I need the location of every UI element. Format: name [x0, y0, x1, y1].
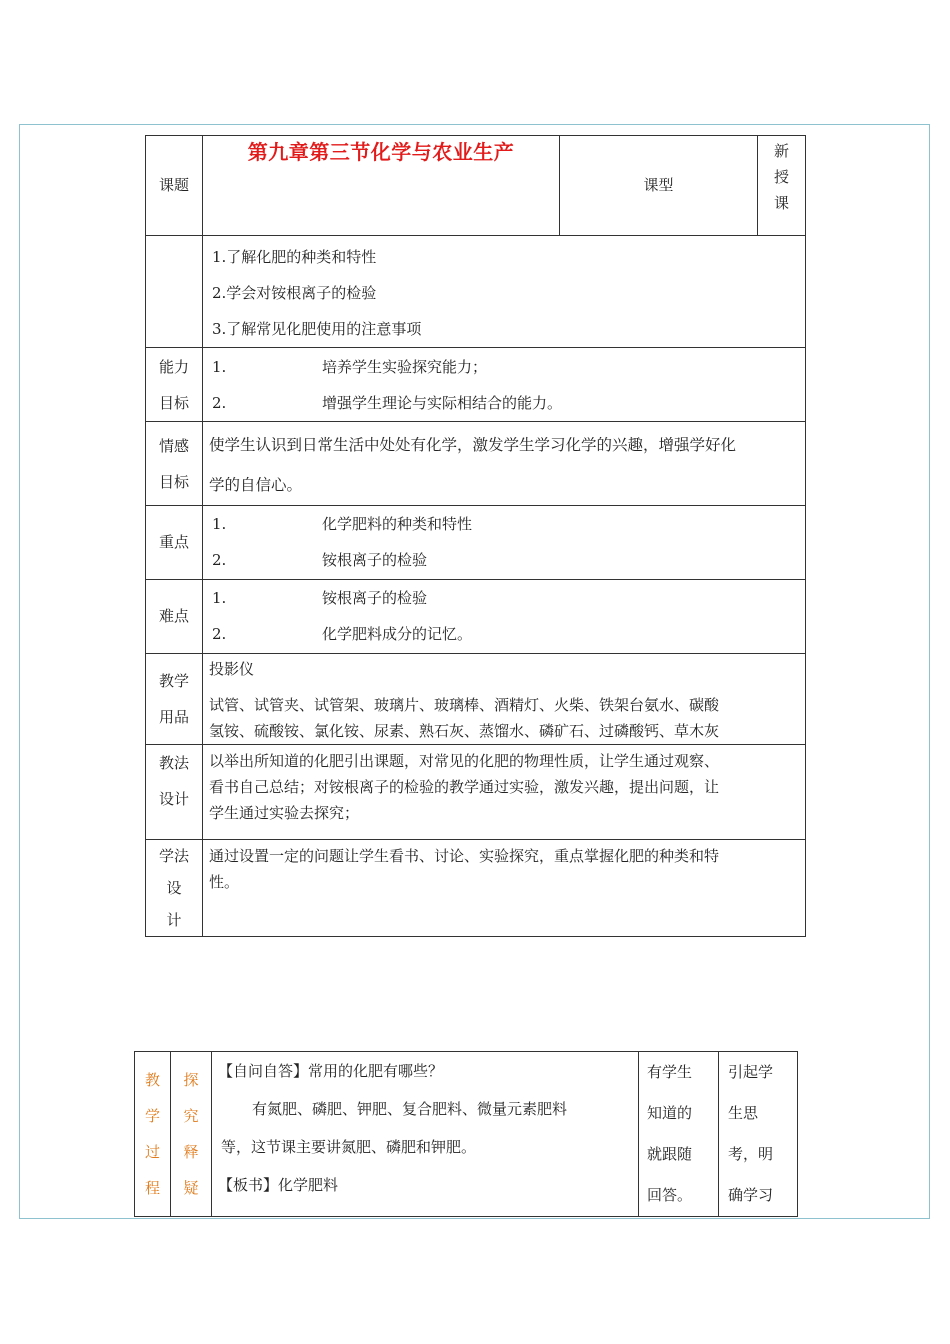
- difficulty-num: 2.: [212, 625, 227, 643]
- process-line: 【自问自答】常用的化肥有哪些？: [218, 1062, 444, 1080]
- type-char-2: 授: [773, 168, 789, 186]
- title-cell: [203, 136, 560, 236]
- knowledge-label-cell: [146, 236, 203, 348]
- learning-label: 设: [166, 879, 182, 897]
- ability-num: 2.: [212, 394, 227, 412]
- difficulty-label-cell: [146, 580, 203, 654]
- process-table: [134, 1051, 798, 1217]
- student-cell: [639, 1052, 719, 1217]
- student-line: 回答。: [647, 1186, 693, 1204]
- emotion-label: 目标: [158, 472, 189, 491]
- key-cell: [203, 506, 806, 580]
- learning-label: 计: [166, 911, 182, 929]
- materials-line: 氢铵、硫酸铵、氯化铵、尿素、熟石灰、蒸馏水、磷矿石、过磷酸钙、草木灰: [209, 722, 720, 740]
- ability-text: 培养学生实验探究能力；: [322, 358, 488, 376]
- emotion-label-cell: [146, 422, 203, 506]
- explore-label-char: 释: [183, 1143, 199, 1161]
- process-label-cell: [135, 1052, 171, 1217]
- process-label-char: 过: [144, 1143, 160, 1161]
- difficulty-text: 化学肥料成分的记忆。: [322, 625, 473, 643]
- materials-label: 用品: [158, 708, 189, 726]
- materials-cell: [203, 654, 806, 745]
- lesson-title: 第九章第三节化学与农业生产: [247, 140, 515, 164]
- student-line: 就跟随: [647, 1145, 693, 1163]
- title-label-cell: [146, 136, 203, 236]
- student-line: 有学生: [647, 1063, 693, 1081]
- ability-label-cell: [146, 348, 203, 422]
- process-label-char: 教: [144, 1071, 160, 1089]
- key-text: 化学肥料的种类和特性: [322, 515, 473, 533]
- knowledge-item: 1.了解化肥的种类和特性: [212, 248, 377, 266]
- key-num: 2.: [212, 551, 227, 569]
- teaching-line: 看书自己总结；对铵根离子的检验的教学通过实验，激发兴趣，提出问题，让: [209, 778, 720, 796]
- emotion-text: 使学生认识到日常生活中处处有化学，激发学生学习化学的兴趣，增强学好化: [209, 436, 737, 454]
- ability-num: 1.: [212, 358, 227, 376]
- process-line: 等，这节课主要讲氮肥、磷肥和钾肥。: [221, 1138, 477, 1156]
- process-line: 【板书】化学肥料: [218, 1176, 339, 1194]
- ability-text: 增强学生理论与实际相结合的能力。: [322, 394, 563, 412]
- learning-line: 性。: [209, 873, 240, 891]
- intent-line: 考，明: [728, 1145, 774, 1163]
- explore-label-char: 探: [183, 1071, 199, 1089]
- type-label-cell: [560, 136, 758, 236]
- ability-cell: [203, 348, 806, 422]
- knowledge-item: 3.了解常见化肥使用的注意事项: [212, 320, 422, 338]
- difficulty-cell: [203, 580, 806, 654]
- materials-line: 试管、试管夹、试管架、玻璃片、玻璃棒、酒精灯、火柴、铁架台氨水、碳酸: [209, 696, 720, 714]
- materials-line: 投影仪: [209, 660, 255, 678]
- teaching-label-cell: [146, 745, 203, 840]
- student-line: 知道的: [647, 1104, 693, 1122]
- process-label-char: 程: [144, 1179, 160, 1197]
- ability-label: 能力: [158, 357, 189, 376]
- learning-label-cell: [146, 840, 203, 937]
- intent-cell: [719, 1052, 798, 1217]
- teaching-label: 教法: [158, 754, 189, 772]
- ability-label: 目标: [158, 393, 189, 412]
- teaching-cell: [203, 745, 806, 840]
- teaching-line: 学生通过实验去探究；: [209, 804, 360, 822]
- process-label-char: 学: [144, 1107, 160, 1125]
- type-char-3: 课: [773, 194, 789, 212]
- key-label-cell: [146, 506, 203, 580]
- materials-label: 教学: [158, 672, 189, 690]
- title-label: 课题: [158, 175, 189, 194]
- difficulty-text: 铵根离子的检验: [322, 589, 428, 607]
- intent-line: 确学习: [728, 1186, 774, 1204]
- learning-label: 学法: [158, 847, 189, 865]
- key-label: 重点: [158, 532, 189, 551]
- explore-label-char: 疑: [183, 1179, 199, 1197]
- key-num: 1.: [212, 515, 227, 533]
- intent-line: 引起学: [728, 1063, 774, 1081]
- type-char-1: 新: [773, 142, 789, 160]
- key-text: 铵根离子的检验: [322, 551, 428, 569]
- teaching-line: 以举出所知道的化肥引出课题，对常见的化肥的物理性质，让学生通过观察、: [209, 752, 720, 770]
- explore-label-cell: [171, 1052, 212, 1217]
- emotion-label: 情感: [158, 436, 189, 455]
- difficulty-num: 1.: [212, 589, 227, 607]
- emotion-cell: [203, 422, 806, 506]
- type-label: 课型: [643, 175, 674, 194]
- materials-label-cell: [146, 654, 203, 745]
- type-value-cell: [758, 136, 806, 236]
- teaching-label: 设计: [158, 790, 189, 808]
- lesson-plan-table: [145, 135, 806, 937]
- knowledge-item: 2.学会对铵根离子的检验: [212, 284, 377, 302]
- knowledge-cell: [203, 236, 806, 348]
- learning-cell: [203, 840, 806, 937]
- emotion-text: 学的自信心。: [209, 476, 303, 494]
- learning-line: 通过设置一定的问题让学生看书、讨论、实验探究，重点掌握化肥的种类和特: [209, 847, 720, 865]
- difficulty-label: 难点: [158, 606, 189, 625]
- intent-line: 生思: [728, 1104, 759, 1122]
- process-line: 有氮肥、磷肥、钾肥、复合肥料、微量元素肥料: [252, 1100, 568, 1118]
- process-content-cell: [212, 1052, 639, 1217]
- explore-label-char: 究: [183, 1107, 199, 1125]
